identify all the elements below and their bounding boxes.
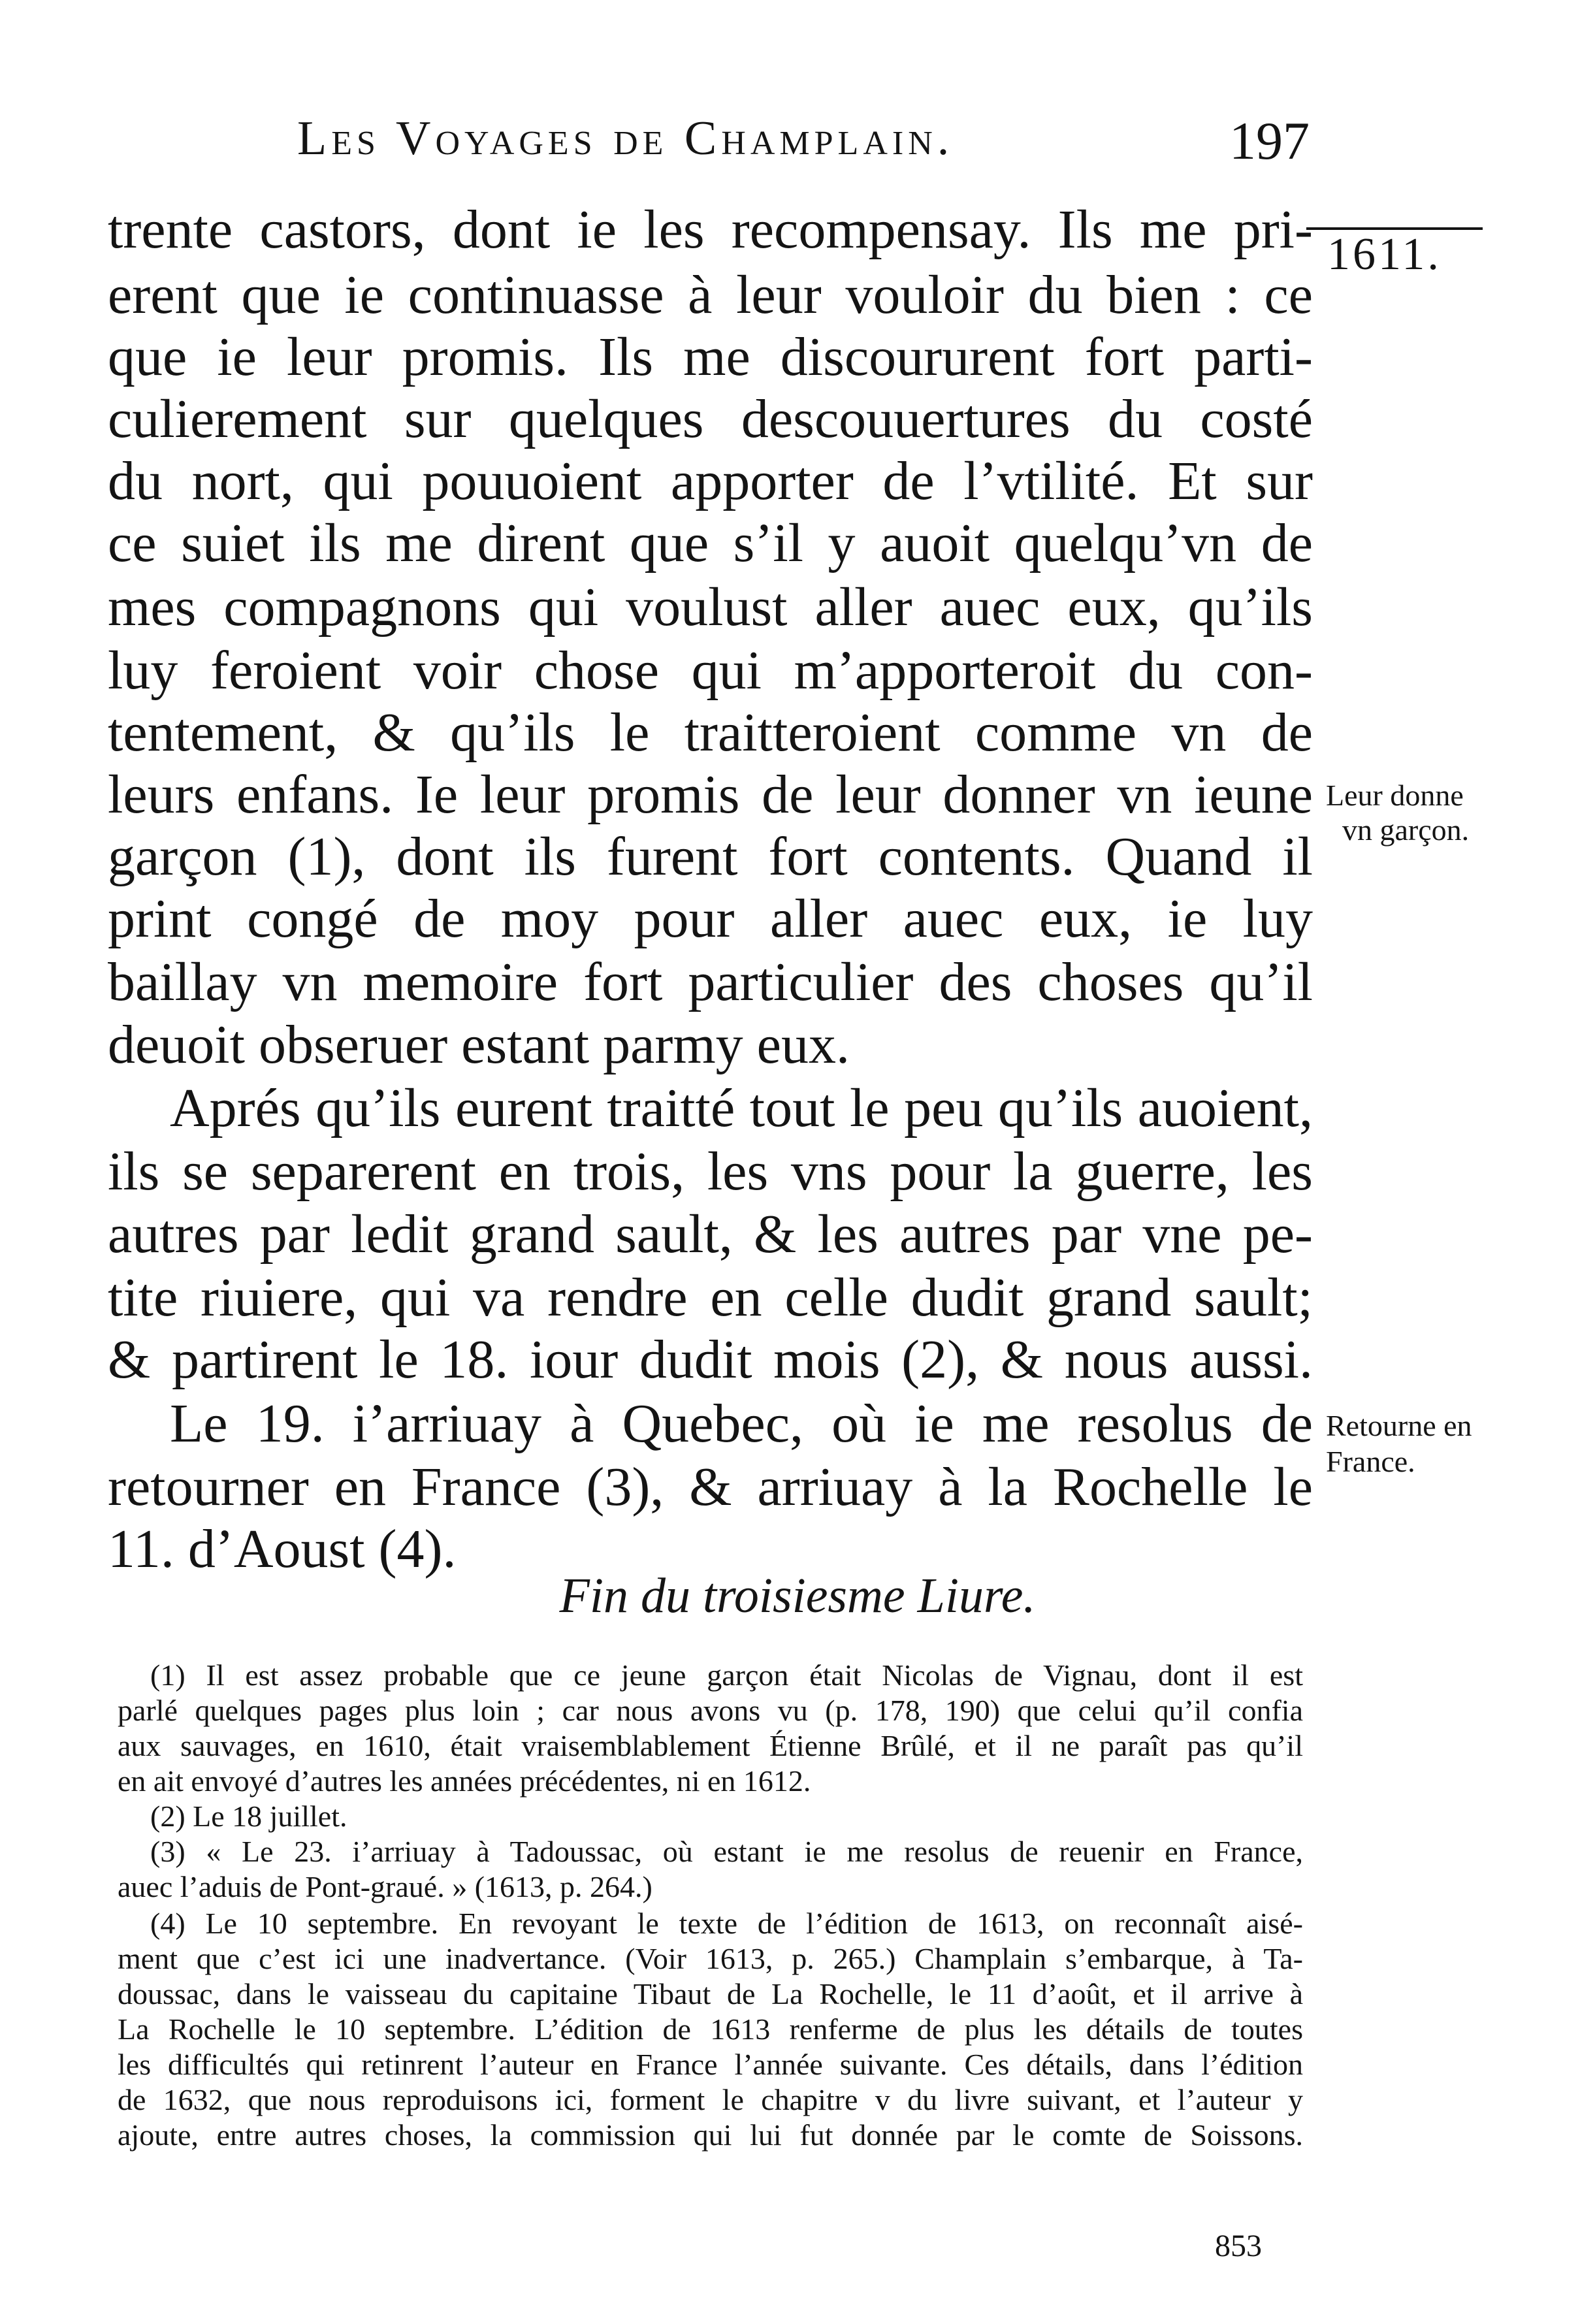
footnote-line: ment que c’est ici une inadvertance. (Voir 1613, p. 265.) Champlain s’embarque, à Ta- [118, 1942, 1303, 1975]
body-line: que ie leur promis. Ils me discoururent fort parti- [108, 327, 1313, 387]
body-line: retourner en France (3), & arriuay à la Rochelle le [108, 1457, 1313, 1517]
body-line: Le 19. i’arriuay à Quebec, où ie me resolus de [170, 1393, 1313, 1454]
footnote-line: (4) Le 10 septembre. En revoyant le texte de l’édition de 1613, on reconnaît aisé- [150, 1907, 1303, 1940]
body-line: 11. d’Aoust (4). [108, 1519, 457, 1579]
footnote-line: parlé quelques pages plus loin ; car nous avons vu (p. 178, 190) que celui qu’il confia [118, 1694, 1303, 1727]
body-line: mes compagnons qui voulust aller auec eux, qu’ils [108, 577, 1313, 637]
closing-line: Fin du troisiesme Liure. [559, 1568, 1036, 1623]
body-line: culierement sur quelques descouuertures du costé [108, 389, 1313, 449]
footnote-line: (2) Le 18 juillet. [150, 1799, 347, 1833]
footnote-line: en ait envoyé d’autres les années précédentes, ni en 1612. [118, 1764, 811, 1798]
body-line: ce suiet ils me dirent que s’il y auoit quelqu’vn de [108, 513, 1313, 573]
page-number: 197 [1229, 111, 1310, 170]
footnote-line: auec l’aduis de Pont-graué. » (1613, p. 264.) [118, 1870, 652, 1903]
margin-note-line: vn garçon. [1342, 813, 1470, 847]
margin-note-line: Leur donne [1326, 779, 1464, 812]
body-line: baillay vn memoire fort particulier des choses qu’il [108, 952, 1313, 1012]
body-line: luy feroient voir chose qui m’apporteroit du con- [108, 640, 1313, 701]
year-marker: 1611. [1327, 229, 1442, 280]
signature-mark: 853 [1215, 2229, 1262, 2263]
footnote-line: aux sauvages, en 1610, était vraisemblablement Étienne Brûlé, et il ne paraît pas qu’il [118, 1729, 1303, 1762]
body-line: autres par ledit grand sault, & les autres par vne pe- [108, 1204, 1313, 1265]
footnote-line: de 1632, que nous reproduisons ici, forment le chapitre v du livre suivant, et l’auteur y [118, 2083, 1303, 2116]
footnote-line: doussac, dans le vaisseau du capitaine Tibaut de La Rochelle, le 11 d’août, et il arrive à [118, 1977, 1303, 2010]
body-line: du nort, qui pouuoient apporter de l’vtilité. Et sur [108, 451, 1313, 511]
body-line: & partirent le 18. iour dudit mois (2), & nous aussi. [108, 1329, 1313, 1390]
body-line: print congé de moy pour aller auec eux, ie luy [108, 888, 1313, 949]
footnote-line: ajoute, entre autres choses, la commission qui lui fut donnée par le comte de Soissons. [118, 2118, 1303, 2152]
body-line: tentement, & qu’ils le traitteroient comme vn de [108, 702, 1313, 763]
footnote-line: (1) Il est assez probable que ce jeune garçon était Nicolas de Vignau, dont il est [150, 1658, 1303, 1692]
body-line: garçon (1), dont ils furent fort contents. Quand il [108, 826, 1313, 887]
body-line: Aprés qu’ils eurent traitté tout le peu qu’ils auoient, [170, 1078, 1313, 1138]
margin-note-line: France. [1326, 1445, 1415, 1478]
body-line: leurs enfans. Ie leur promis de leur donner vn ieune [108, 764, 1313, 825]
footnote-line: (3) « Le 23. i’arriuay à Tadoussac, où estant ie me resolus de reuenir en France, [150, 1835, 1303, 1868]
body-line: erent que ie continuasse à leur vouloir du bien : ce [108, 265, 1313, 325]
margin-note-line: Retourne en [1326, 1409, 1472, 1442]
body-line: deuoit obseruer estant parmy eux. [108, 1014, 850, 1075]
body-line: tite riuiere, qui va rendre en celle dudit grand sault; [108, 1267, 1313, 1328]
running-head: Les Voyages de Champlain. [297, 112, 954, 165]
footnote-line: les difficultés qui retinrent l’auteur en France l’année suivante. Ces détails, dans l’édition [118, 2048, 1303, 2081]
footnote-line: La Rochelle le 10 septembre. L’édition de 1613 renferme de plus les détails de toutes [118, 2012, 1303, 2046]
body-line: trente castors, dont ie les recompensay. Ils me pri- [108, 199, 1313, 260]
body-line: ils se separerent en trois, les vns pour la guerre, les [108, 1141, 1313, 1202]
